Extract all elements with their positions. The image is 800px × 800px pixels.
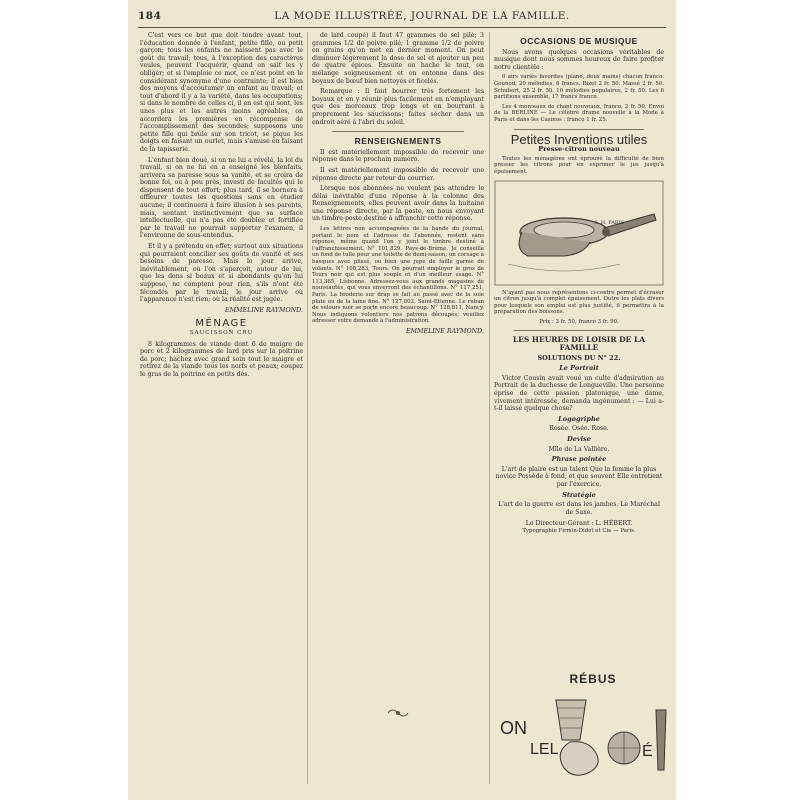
strategie-title: Stratégie — [562, 490, 596, 499]
paragraph: Les lettres non accompagnées de la bande du journal, portant le nom et l'adresse de l'abonnée, restent sans réponse, même quand l'on y joint le timbre destiné à l'affranchissement. N° 101,829. Pays-de-Brème. Je conseille un fond de tulle pour une toilette de demi-saison; un corsage à basques avec plissé, ou bien une jupe de faille garnie de volants. N° 108,283, Tours. On pourrait employer le gros de Tours noir qui est plus souple et d'un meilleur usage. N° 113,365, Lisbonne. Adressez-vous aux grands magasins de nouveautés, qui vous enverront des échantillons. N° 117,251, Paris. La broderie sur drap se fait au passé avec de la soie plate ou de la laine fine. N° 127,802. Saint-Etienne. Le ruban de velours noir se porte encore beaucoup. N° 128,811, Nancy. Nous indiquons volontiers nos patrons découpés; veuillez adresser votre demande à l'administration. — [312, 226, 484, 325]
article-signature: EMMELINE RAYMOND. — [405, 327, 484, 335]
phrase-title: Phrase pointée — [551, 455, 607, 464]
section-rule — [332, 131, 464, 132]
paragraph: Il est matériellement impossible de recevoir une réponse dans le prochain numéro. — [312, 148, 484, 164]
printer-line: Typographie Firmin-Didot et Cie — Paris. — [522, 527, 636, 534]
paragraph: Et il y a prétendu en effet; surtout aux situations qui pourraient concilier ses goûts de vanité et ses besoins de paresse. Mais le jour arrive, inévitablement, où l'on s'aperçoit, autour de lui, que les dons si beaux et si abondants qu'on lui suppose, ne comptent pour rien, s'ils n'ont été fécondés par le travail; le jour arrive où l'apparence n'est rien; où la réalité est jugée. — [140, 243, 303, 304]
devise-title: Devise — [567, 435, 591, 443]
paragraph: Remarque : Il faut bourrer très fortement les boyaux et en y réunir plus facilement en n'employant que des morceaux trop longs et en bourrant à proprement les saucissons; faites sécher dans un endroit aéré à l'abri du soleil. — [312, 88, 484, 126]
invention-price: Prix : 3 fr. 50, franco 3 fr. 90. — [539, 318, 619, 325]
section-rule — [514, 129, 644, 130]
inventions-subtitle: Presse-citron nouveau — [538, 145, 620, 154]
devise-answer: Mlle de La Vallière. — [548, 445, 610, 453]
journal-title: LA MODE ILLUSTRÉE, JOURNAL DE LA FAMILLE. — [274, 10, 570, 22]
paragraph: 6 airs variés favorites (piano, deux mains) chacun franco. Gounod, 20 mélodies, 6 francs. Bizet 2 fr. 50. Massé 2 fr. 50. Schubert, 25 2 fr. 50. 10 mélodies populaires, 2 fr. 50. Les 6 partitions ensemble, 17 francs franco. — [494, 74, 664, 101]
illustration-label: S. H. PARIS — [594, 219, 624, 226]
rebus-word-on: ON — [500, 718, 527, 738]
menage-title: MÉNAGE — [195, 318, 248, 330]
page-header — [138, 8, 666, 26]
paragraph: C'est vers ce but que doit tendre avant tout, l'éducation donnée à l'enfant, petite fille, ou petit garçon; tous les enfants ne naissent pas avec le goût du travail; tous, à l'exception des caractères veules, peuvent l'acquérir, quand on sait les y obliger; et si l'emploie ce mot, ce n'est point en le considérant synonyme d'une contrainte; il est bien des moyens d'accoutumer un enfant au travail; et tout d'abord il y a la variété, dans les occupations; si dans le nombre de celles ci, il en est qui sont, les unes plus et les autres moins agréables, on accordera les premières en récompense de l'accomplissement des secondes; supposons une petite fille qui brûle sur son tricot, se pique les doigts en faisant un ourlet, mais s'amuse en faisant de la tapisserie. — [140, 32, 303, 153]
header-rule — [138, 27, 666, 28]
page-number: 184 — [138, 10, 162, 22]
paragraph: Il est matériellement impossible de recevoir une réponse directe par retour du courrier. — [312, 166, 484, 182]
column-divider — [489, 32, 490, 784]
paragraph: L'enfant bien doué, si on ne lui a révélé, la loi du travail, si on ne lui en a enseigné les bienfaits, arrivera sa paresse sous sa vanité, et se croira de bonne foi, ou à peu près, investi de facultés qui le dispensent de tout effort; plus tard, il se bornera à effleurer toutes les questions sans en étudier aucune; il continuera à faire illusion à ses parents, mais, sentant instinctivement que sa surface intellectuelle, qui n'a pas été doublée et fortifiée par le travail ne pourrait supporter l'examen, il l'environne de sous-entendus. — [140, 156, 303, 240]
director-line: Le Directeur-Gérant : L. HÉBERT. — [525, 520, 633, 528]
paragraph: de lard coupé) il faut 47 grammes de sel pilé; 3 grammes 1/2 de poivre pilé; 1 gramme 1/2 de poivre en grains qu'on met en dernier moment. On peut diminuer légèrement la dose de sel et ajouter un peu de quatre épices. Ensuite on hache le tout, on mélange soigneusement et on entonne dans des boyaux de bœuf bien nettoyés et ficelés. — [312, 32, 484, 85]
magazine-page — [128, 0, 676, 800]
logogriphe-title: Logogriphe — [558, 414, 600, 423]
rebus-word-e: É — [642, 743, 653, 760]
paragraph: Nous avons quelques occasions véritables de musique dont nous sommes heureux de faire profiter notre clientèle : — [494, 48, 664, 71]
paragraph: Victor Cousin avait voué un culte d'admiration au Portrait de la duchesse de Longueville. Une personne éprise de cette passion platonique, une dame, vivement intéressée, demanda ingénument : — Lui a-t-il laissé quelque chose? — [494, 374, 664, 413]
portrait-title: Le Portrait — [559, 364, 599, 373]
paragraph: Toutes les ménagères ont éprouvé la difficulté de bien presser les citrons pour en exprimer le jus jusqu'à épuisement. — [494, 155, 664, 175]
rebus-title: RÉBUS — [569, 672, 617, 686]
occasions-title: OCCASIONS DE MUSIQUE — [520, 36, 638, 46]
phrase-answer: L'art de plaire est un talent Que la femme la plus novice Possède à fond, et que souvent Elle entretient par l'exercice. — [495, 465, 663, 488]
strategie-answer: L'art de la guerre est dans les jambes. Le Maréchal de Saxe. — [498, 501, 660, 516]
renseignements-title: RENSEIGNEMENTS — [354, 136, 442, 147]
paragraph: Les 4 morceaux de chant nouveaux, franco, 2 fr. 50. Envoi de la BERLINE — Le célèbre drame nouvelle à la Mode à Paris et dans les Casinos : franco 1 fr. 25. — [494, 103, 664, 123]
column-divider — [307, 32, 308, 784]
lemon-press-icon — [494, 180, 664, 286]
paragraph: Lorsque nos abonnées ne veulent pas attendre le délai inévitable d'une réponse à la colonne des Renseignements, elles peuvent avoir dans la huitaine une réponse directe, par la poste, en nous envoyant un timbre-poste destiné à affranchir cette réponse. — [312, 185, 484, 223]
section-rule — [514, 330, 644, 331]
heures-title: LES HEURES DE LOISIR DE LA FAMILLE — [512, 335, 646, 353]
paragraph: N'ayant pas nous représentons ci-contre permet d'écraser un citron jusqu'à complet épuisement. Outre les plats divers pour lesquels son emploi est plus justifié, il permettra à la préparation des boissons. — [494, 289, 664, 316]
column-education — [140, 32, 303, 784]
inventions-title: Petites Inventions utiles — [510, 131, 648, 147]
paragraph: 8 kilogrammes de viande dont 6 de maigre de porc et 2 kilogrammes de lard pris sur la poitrine de porc; hachez avec grand soin tout le maigre et retirez de la viande tous les nerfs et peaux; coupez le gras de la poitrine en petits dés. — [140, 340, 303, 378]
solutions-subtitle: SOLUTIONS DU N° 22. — [537, 353, 621, 362]
ornament-icon — [386, 705, 410, 721]
rebus-word-lel: LEL — [530, 741, 559, 758]
logogriphe-answer: Rosée. Osée. Rose. — [549, 425, 609, 433]
lemon-press-illustration — [494, 180, 664, 286]
column-renseignements — [312, 32, 484, 784]
article-signature: EMMELINE RAYMOND. — [224, 306, 303, 314]
menage-subtitle: SAUCISSON CRU — [189, 329, 254, 336]
rebus-puzzle — [494, 690, 670, 790]
rebus-picture-icon — [494, 690, 670, 790]
